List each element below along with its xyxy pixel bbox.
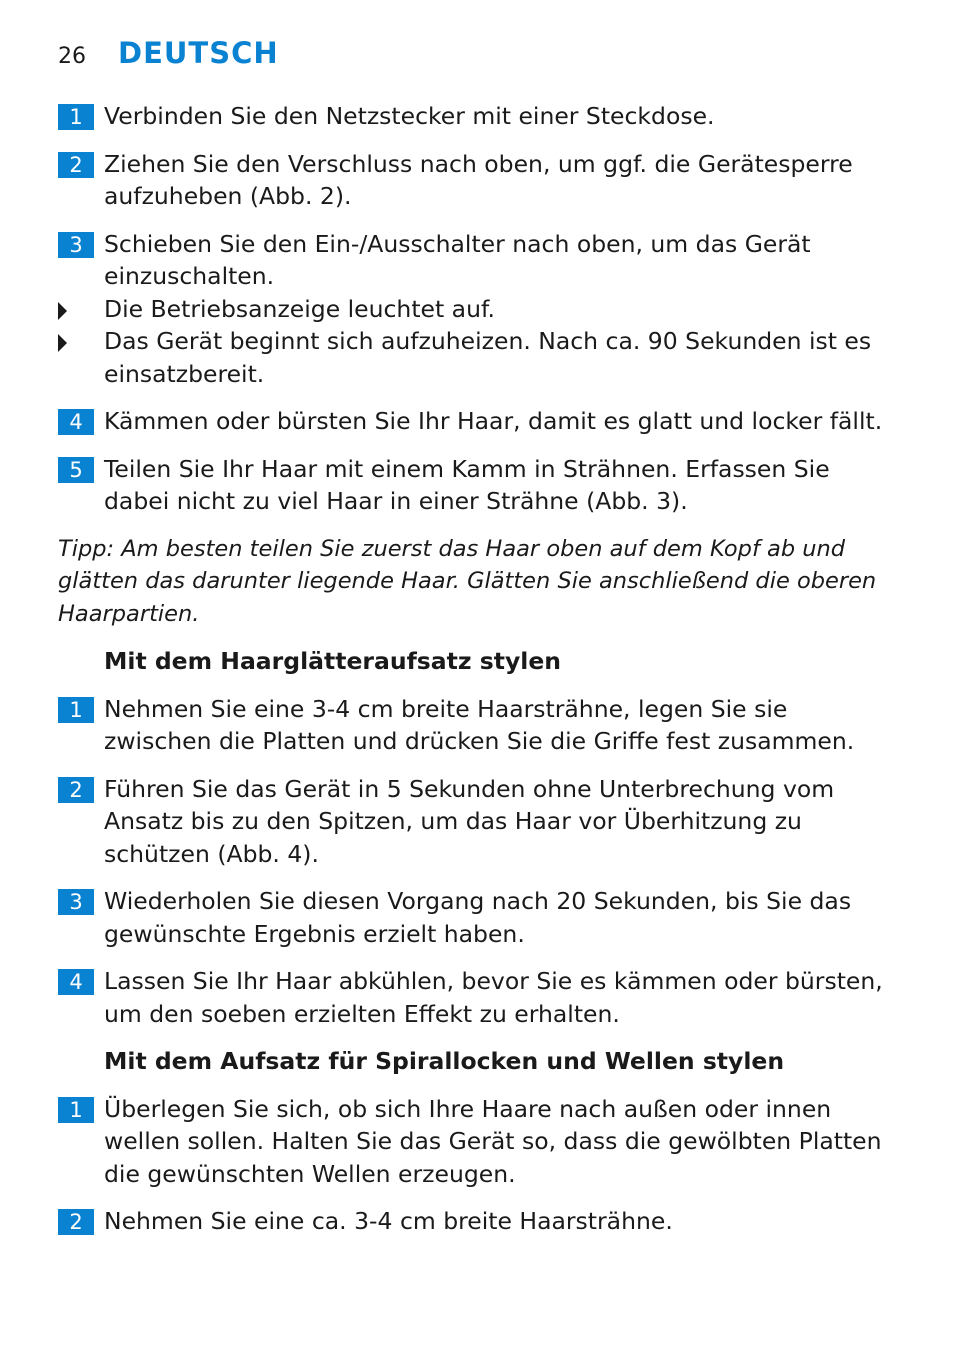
step-number: 5	[58, 457, 94, 483]
step-item	[58, 228, 898, 293]
step-item	[58, 148, 898, 213]
result-text: Die Betriebsanzeige leuchtet auf.	[104, 294, 495, 323]
step-number: 4	[58, 969, 94, 995]
triangle-bullet-icon	[58, 334, 67, 352]
step-item	[58, 885, 898, 950]
step-text: Führen Sie das Gerät in 5 Sekunden ohne Unterbrechung vom Ansatz bis zu den Spitzen, um das Haar vor Überhitzung zu schützen (Abb. 4).	[104, 774, 835, 868]
step-text: Nehmen Sie eine ca. 3-4 cm breite Haarsträhne.	[104, 1207, 673, 1235]
step-number: 1	[58, 697, 94, 723]
step-item	[58, 405, 898, 438]
step-number: 4	[58, 409, 94, 435]
step-text: Verbinden Sie den Netzstecker mit einer Steckdose.	[104, 102, 715, 130]
step-number: 3	[58, 889, 94, 915]
result-item	[58, 325, 898, 390]
step-text: Nehmen Sie eine 3-4 cm breite Haarsträhne, legen Sie sie zwischen die Platten und drücken Sie die Griffe fest zusammen.	[104, 694, 855, 755]
step-item	[58, 453, 898, 518]
step-text: Wiederholen Sie diesen Vorgang nach 20 Sekunden, bis Sie das gewünschte Ergebnis erzielt haben.	[104, 887, 852, 948]
step-item	[58, 100, 898, 133]
step-text: Schieben Sie den Ein-/Ausschalter nach oben, um das Gerät einzuschalten.	[104, 229, 811, 290]
step-text: Lassen Sie Ihr Haar abkühlen, bevor Sie es kämmen oder bürsten, um den soeben erzielten Effekt zu erhalten.	[104, 967, 883, 1028]
step-number: 2	[58, 152, 94, 178]
triangle-bullet-icon	[58, 302, 67, 320]
tip-text: Tipp: Am besten teilen Sie zuerst das Haar oben auf dem Kopf ab und glätten das darunter liegende Haar. Glätten Sie anschließend die oberen Haarpartien.	[58, 535, 877, 627]
result-text: Das Gerät beginnt sich aufzuheizen. Nach ca. 90 Sekunden ist es einsatzbereit.	[104, 327, 872, 388]
result-list	[58, 293, 898, 391]
section-title: DEUTSCH	[118, 36, 279, 70]
step-text: Überlegen Sie sich, ob sich Ihre Haare nach außen oder innen wellen sollen. Halten Sie das Gerät so, dass die gewölbten Platten die gewünschten Wellen erzeugen.	[104, 1094, 882, 1188]
step-item	[58, 1205, 898, 1238]
section-heading-curls: Mit dem Aufsatz für Spirallocken und Wellen stylen	[104, 1047, 785, 1075]
step-item	[58, 1093, 898, 1191]
page-number: 26	[58, 44, 86, 69]
step-number: 3	[58, 232, 94, 258]
step-item	[58, 965, 898, 1030]
section-heading-straightener: Mit dem Haarglätteraufsatz stylen	[104, 647, 561, 675]
step-number: 2	[58, 777, 94, 803]
manual-content	[58, 100, 898, 1253]
result-item	[58, 293, 898, 326]
step-number: 1	[58, 104, 94, 130]
step-number: 2	[58, 1209, 94, 1235]
page-header	[58, 36, 279, 70]
step-item	[58, 693, 898, 758]
step-item	[58, 773, 898, 871]
step-number: 1	[58, 1097, 94, 1123]
step-text: Teilen Sie Ihr Haar mit einem Kamm in Strähnen. Erfassen Sie dabei nicht zu viel Haar in einer Strähne (Abb. 3).	[104, 454, 830, 515]
step-text: Ziehen Sie den Verschluss nach oben, um ggf. die Gerätesperre aufzuheben (Abb. 2).	[104, 149, 853, 210]
step-text: Kämmen oder bürsten Sie Ihr Haar, damit es glatt und locker fällt.	[104, 407, 883, 435]
